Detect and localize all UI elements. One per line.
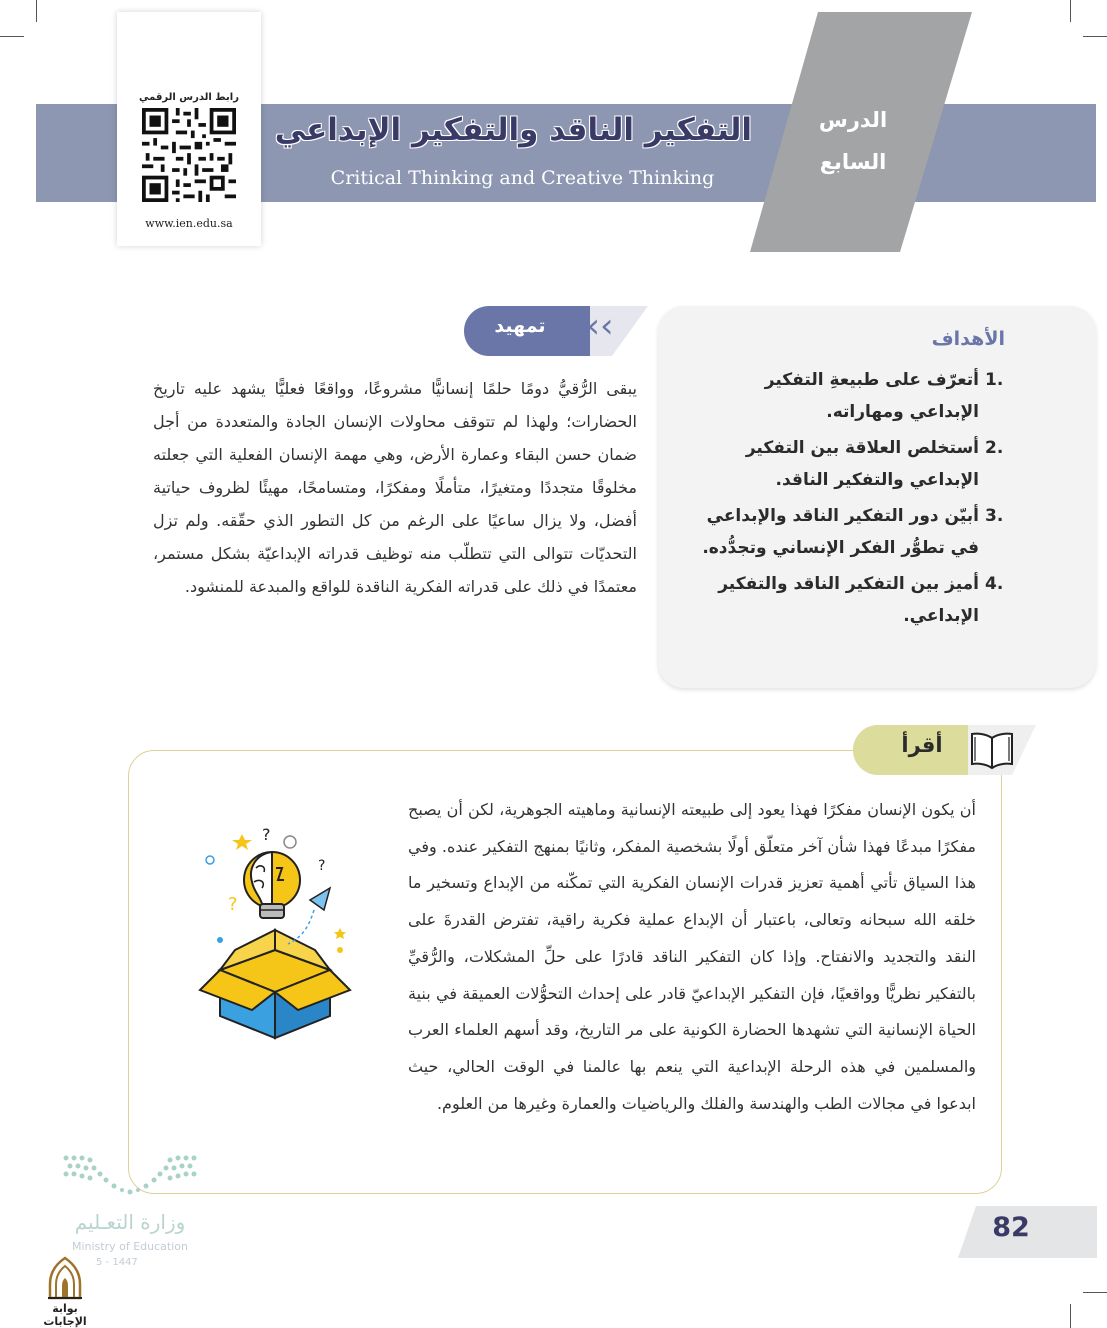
lesson-title-ar: التفكير الناقد والتفكير الإبداعي [274, 112, 752, 148]
page-number: 82 [992, 1212, 1030, 1243]
objective-number: .4 [985, 574, 1004, 594]
objective-number: .1 [985, 370, 1004, 390]
qr-card[interactable] [117, 12, 261, 246]
objective-number: .2 [985, 438, 1004, 458]
objective-number: .3 [985, 506, 1004, 526]
objective-item [690, 500, 1015, 564]
ministry-year: 5 - 1447 [96, 1257, 138, 1268]
qr-code-icon[interactable] [142, 108, 236, 202]
ministry-name-en: Ministry of Education [71, 1240, 188, 1253]
objective-item [690, 364, 1015, 428]
read-text: أن يكون الإنسان مفكرًا فهذا يعود إلى طبيعته الإنسانية وماهيته الجوهرية، لكن أن يصبح مفكرًا مبدعًا فهذا شأن آخر متعلّق أولًا بشخصية المفكر، وثانيًا بمنهج التفكير عنده. وفي هذا السياق تأتي أهمية تعزيز قدرات الإنسان الفكرية التي تمكّنه من الإبداع وتسخير ما خلقه الله سبحانه وتعالى، باعتبار أن الإبداع عملية فكرية راقية، تفترض القدرةَ على النقد والتجديد والانفتاح. وإذا كان التفكير الناقد قادرًا على حلِّ المشكلات، والرُّقيِّ بالتفكير نظريًّا وواقعيًا، فإن التفكير الإبداعيّ قادر على إحداث التحوُّلات العميقة في بنية الحياة الإنسانية التي تشهدها الحضارة الكونية على مر التاريخ، وقد أسهم العلماء العرب والمسلمين في هذه الرحلة الإبداعية التي ينعم بها عالمنا في الوقت الحالي، حيث ابدعوا في مجالات الطب والهندسة والفلك والرياضيات والعمارة وغيرها من العلوم. [408, 800, 976, 1113]
portal-logo-text: بوابة الإجابات [43, 1302, 87, 1328]
ministry-logo-dots [60, 1152, 200, 1198]
objective-item [690, 568, 1015, 632]
lesson-label: الدرس [818, 108, 888, 132]
objective-text: أستخلص العلاقة بين التفكير الإبداعي والتفكير الناقد. [745, 438, 979, 490]
idea-box-illustration [190, 820, 360, 1040]
intro-text: يبقى الرُّقيُّ دومًا حلمًا إنسانيًّا مشروعًا، وواقعًا فعليًّا يشهد عليه تاريخ الحضارات؛ ولهذا لم تتوقف محاولات الإنسان الجادة والمتعددة من أجل ضمان حسن البقاء وعمارة الأرض، وهي مهمة الإنسان الفعلية التي جعلته مخلوقًا متجددًا ومتغيرًا، متأملًا ومفكرًا، ومتسامحًا، مهيئًا لظروف حياتية أفضل، ولا يزال ساعيًا على الرغم من كل التطور الذي حقّقه. ولم تزل التحديّات تتوالى التي تتطلّب منه توظيف قدراته الإبداعيّة بشكل مستمر، معتمدًا في ذلك على قدراته الفكرية الناقدة للواقع والمبدعة للمنشود. [153, 379, 637, 596]
objectives-list [690, 364, 1015, 636]
chevron-left-icon: ‹‹ [586, 306, 614, 346]
portal-logo-icon [44, 1256, 86, 1300]
intro-label: تمهيد [494, 315, 546, 337]
objective-item [690, 432, 1015, 496]
objective-text: أتعرّف على طبيعةِ التفكير الإبداعي ومهاراته. [764, 370, 979, 422]
book-icon [970, 730, 1014, 770]
read-label: أقرأ [901, 733, 943, 757]
lesson-tab [750, 12, 972, 252]
svg-text:?: ? [318, 858, 326, 874]
ministry-name-ar: وزارة التعـليم [74, 1210, 186, 1234]
objective-text: أبيّن دور التفكير الناقد والإبداعي في تطوُّر الفكر الإنساني وتجدُّده. [702, 506, 979, 558]
svg-text:?: ? [228, 894, 238, 915]
objective-text: أميز بين التفكير الناقد والتفكير الإبداعي. [718, 574, 979, 626]
objectives-title: الأهداف [931, 328, 1005, 350]
lesson-title-en: Critical Thinking and Creative Thinking [330, 167, 715, 189]
svg-text:?: ? [262, 825, 271, 844]
qr-url[interactable]: www.ien.edu.sa [145, 217, 233, 230]
lesson-number: السابع [819, 150, 887, 174]
qr-label: رابط الدرس الرقمي [139, 92, 239, 103]
